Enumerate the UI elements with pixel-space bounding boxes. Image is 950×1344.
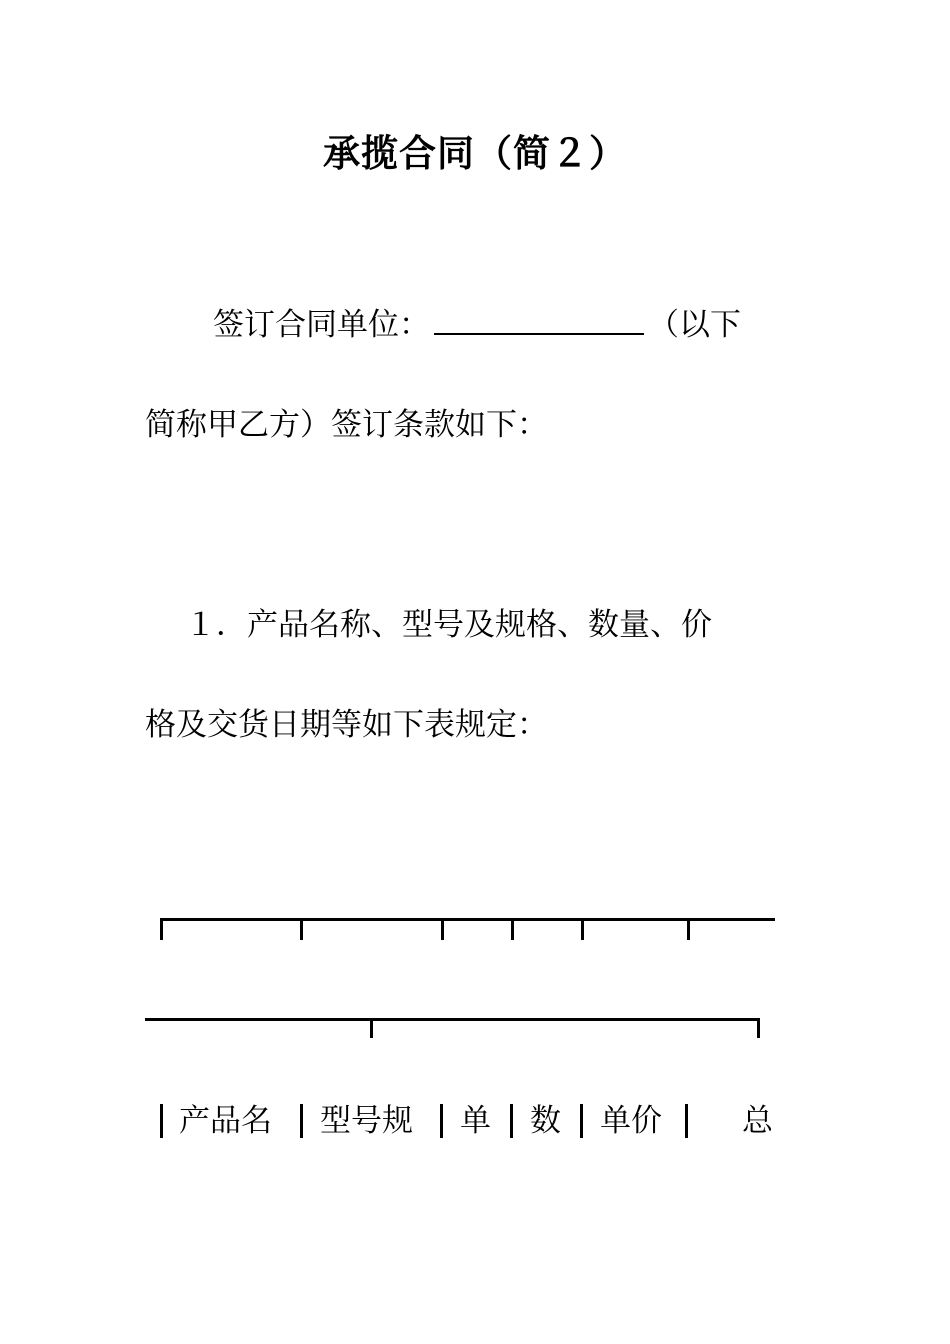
intro-line-1 — [213, 305, 741, 345]
page-title: 承揽合同（简２） — [323, 131, 627, 175]
clause-1-line-2: 格及交货日期等如下表规定： — [145, 707, 548, 743]
table-column-tick — [370, 1018, 373, 1038]
table-top-rule-continued — [145, 1018, 760, 1021]
table-cell-divider — [160, 1104, 163, 1138]
intro-prefix: 签订合同单位： — [213, 307, 430, 343]
table-corner-tick — [757, 1018, 760, 1038]
table-header-cell: 型号规 — [320, 1103, 413, 1139]
intro-suffix: （以下 — [648, 307, 741, 343]
table-column-tick — [581, 918, 584, 940]
table-column-tick — [441, 918, 444, 940]
table-cell-divider — [300, 1104, 303, 1138]
table-header-cell: 总 — [742, 1103, 773, 1139]
table-header-row — [145, 1100, 785, 1142]
table-cell-divider — [580, 1104, 583, 1138]
table-cell-divider — [510, 1104, 513, 1138]
table-corner-tick — [160, 918, 163, 940]
table-top-rule — [160, 918, 775, 921]
clause-1-line-1: １．产品名称、型号及规格、数量、价 — [185, 607, 712, 643]
table-cell-divider — [440, 1104, 443, 1138]
table-column-tick — [687, 918, 690, 940]
table-cell-divider — [685, 1104, 688, 1138]
table-column-tick — [300, 918, 303, 940]
table-header-cell: 单价 — [600, 1103, 662, 1139]
table-header-cell: 单 — [460, 1103, 491, 1139]
table-header-cell: 产品名 — [179, 1103, 272, 1139]
table-column-tick — [511, 918, 514, 940]
intro-line-2: 简称甲乙方）签订条款如下： — [145, 407, 548, 443]
table-header-cell: 数 — [530, 1103, 561, 1139]
contract-party-blank — [434, 307, 644, 335]
